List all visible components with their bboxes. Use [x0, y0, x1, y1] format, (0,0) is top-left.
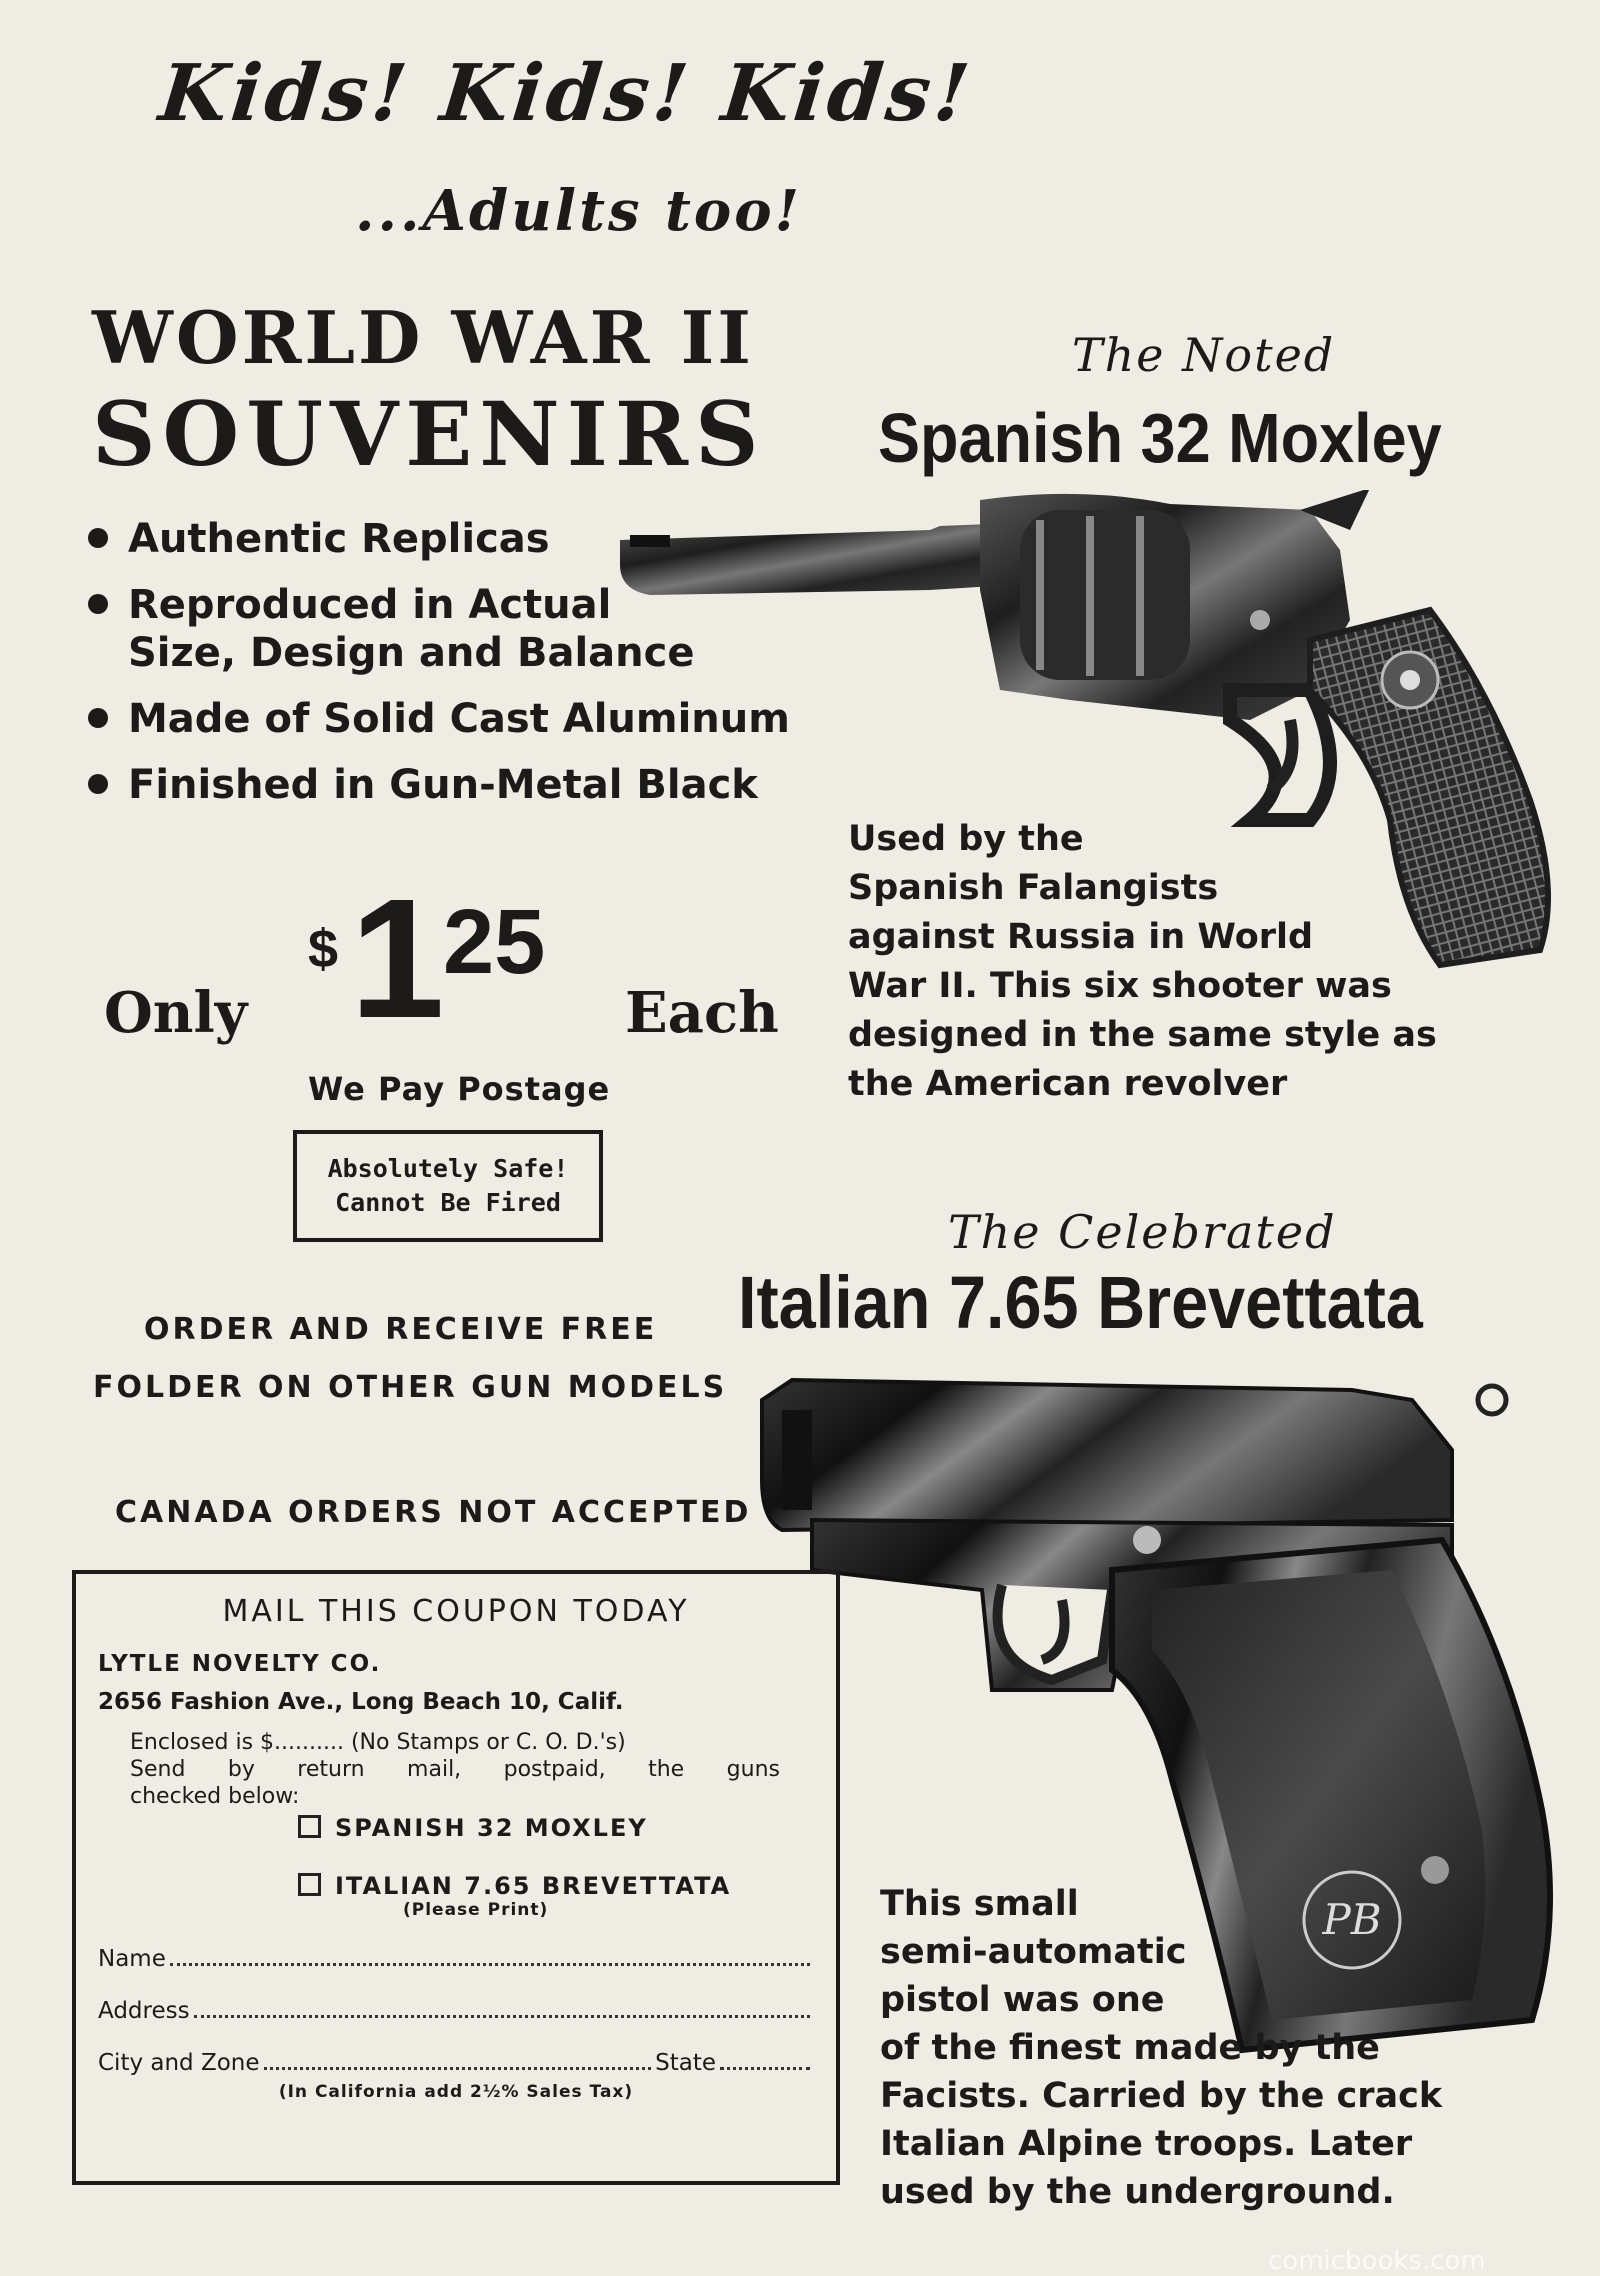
- address-field[interactable]: Address: [98, 1998, 814, 2024]
- title-line2: SOUVENIRS: [92, 382, 766, 486]
- option-spanish[interactable]: SPANISH 32 MOXLEY: [98, 1814, 814, 1842]
- price-dollar: $: [308, 919, 339, 979]
- price-block: [308, 864, 598, 1054]
- headline-adults: ...Adults too!: [355, 178, 803, 244]
- feature-item: Authentic Replicas: [88, 515, 848, 563]
- city-state-field[interactable]: City and Zone State: [98, 2050, 814, 2076]
- feature-item: Made of Solid Cast Aluminum: [88, 695, 848, 743]
- coupon-send: Send by return mail, postpaid, the guns: [130, 1757, 780, 1782]
- gun2-name: Italian 7.65 Brevettata: [738, 1261, 1423, 1344]
- gun1-description: Used by the Spanish Falangists against Russia in World War II. This six shooter was designed in the same style as the American revolver: [848, 819, 1437, 1104]
- gun2-intro: The Celebrated: [948, 1205, 1337, 1259]
- gun1-name: Spanish 32 Moxley: [878, 399, 1442, 477]
- coupon-company: LYTLE NOVELTY CO.: [98, 1651, 382, 1677]
- mail-coupon: [72, 1570, 840, 2185]
- gun1-intro: The Noted: [1072, 328, 1336, 382]
- name-field[interactable]: Name: [98, 1946, 814, 1972]
- coupon-checked: checked below:: [130, 1784, 300, 1809]
- feature-item: Finished in Gun-Metal Black: [88, 761, 848, 809]
- order-free-line1: ORDER AND RECEIVE FREE: [144, 1312, 658, 1347]
- safety-line1: Absolutely Safe!: [327, 1154, 569, 1183]
- bullet-icon: [88, 774, 108, 794]
- feature-item: Reproduced in Actual Size, Design and Balance: [88, 581, 728, 677]
- price-whole: 1: [350, 864, 445, 1054]
- price-only: Only: [104, 980, 248, 1046]
- postage-note: We Pay Postage: [308, 1070, 611, 1108]
- headline-kids: Kids! Kids! Kids!: [155, 48, 978, 139]
- coupon-tax-note: (In California add 2½% Sales Tax): [278, 2082, 634, 2102]
- watermark: comicbooks.com: [1268, 2246, 1486, 2276]
- price-each: Each: [625, 980, 779, 1046]
- coupon-header: MAIL THIS COUPON TODAY: [222, 1594, 690, 1629]
- canada-note: CANADA ORDERS NOT ACCEPTED: [115, 1495, 752, 1530]
- coupon-enclosed-block: [98, 1729, 814, 1810]
- checkbox-spanish[interactable]: [298, 1815, 321, 1838]
- checkbox-italian[interactable]: [298, 1873, 321, 1896]
- grip-monogram: PB: [1322, 1895, 1382, 1944]
- bullet-icon: [88, 528, 108, 548]
- bullet-icon: [88, 594, 108, 614]
- bullet-icon: [88, 708, 108, 728]
- gun2-description: This small semi-automatic pistol was one of the finest made by the Facists. Carried by the crack Italian Alpine troops. Later used by the underground.: [880, 1884, 1443, 2212]
- title-line1: WORLD WAR II: [92, 295, 754, 380]
- price-cents: 25: [443, 891, 546, 993]
- safety-box: [293, 1130, 603, 1242]
- order-free-line2: FOLDER ON OTHER GUN MODELS: [93, 1370, 728, 1405]
- coupon-enclosed: Enclosed is $.......... (No Stamps or C. O. D.'s): [130, 1730, 626, 1755]
- coupon-address: 2656 Fashion Ave., Long Beach 10, Calif.: [98, 1689, 624, 1715]
- please-print: (Please Print): [403, 1900, 549, 1920]
- option-italian[interactable]: ITALIAN 7.65 BREVETTATA: [98, 1872, 814, 1900]
- safety-line2: Cannot Be Fired: [335, 1188, 561, 1217]
